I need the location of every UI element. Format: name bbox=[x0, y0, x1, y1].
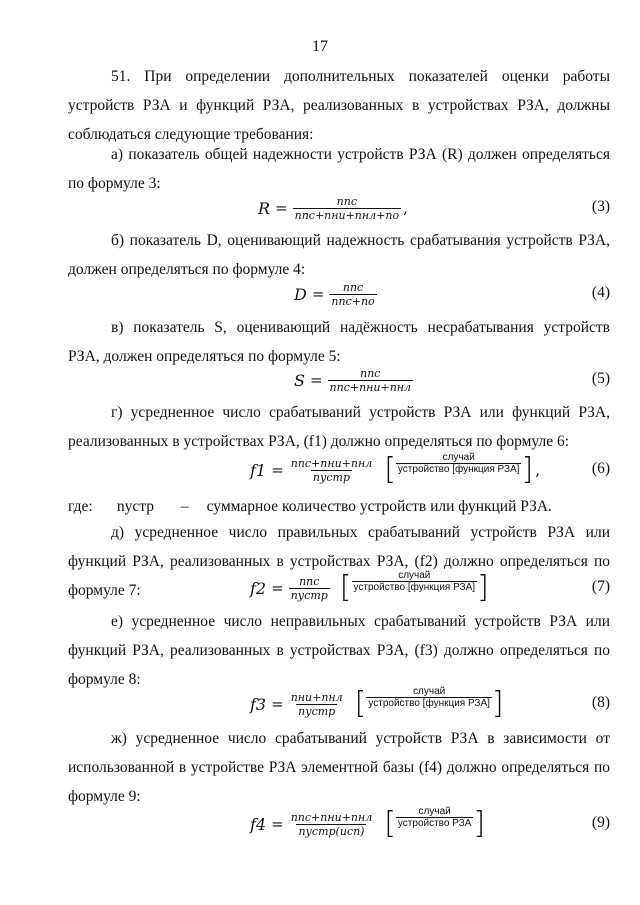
formula-5-number: (5) bbox=[591, 370, 610, 387]
right-bracket: ] bbox=[473, 806, 486, 841]
where-symbol: nустр bbox=[116, 498, 154, 515]
paragraph-51: 51. При определении дополнительных показателей оценки работы устройств РЗА и функций РЗА, реализованных в устройствах РЗА, должны соблюдаться следующие требования: bbox=[68, 68, 610, 143]
formula-6-denominator: nустр bbox=[312, 470, 350, 484]
formula-3-fraction bbox=[293, 195, 401, 222]
formula-6-unit-fraction bbox=[396, 452, 522, 488]
formula-4-name: D bbox=[294, 284, 307, 304]
formula-7-unit bbox=[340, 570, 489, 606]
formula-6-name: f1 bbox=[250, 460, 267, 480]
formula-5-name: S bbox=[294, 370, 305, 390]
formula-8-unit-fraction bbox=[366, 686, 492, 722]
formula-9-denominator: nустр(исп) bbox=[298, 824, 365, 838]
formula-6-unit-numerator: случай bbox=[442, 452, 475, 463]
paragraph-b: б) показатель D, оценивающий надежность срабатывания устройств РЗА, должен определяться по формуле 4: bbox=[68, 232, 610, 278]
formula-6 bbox=[68, 450, 610, 490]
formula-4-denominator: nпс+nо bbox=[331, 294, 375, 308]
formula-9-unit bbox=[384, 806, 485, 842]
formula-7-number: (7) bbox=[591, 578, 610, 595]
formula-6-eq: = bbox=[271, 461, 284, 479]
paragraph-zh: ж) усредненное число срабатываний устройств РЗА в зависимости от использованной в устройстве РЗА элементной базы (f4) должно определяться по формуле 9: bbox=[68, 730, 610, 805]
formula-3-eq: = bbox=[275, 199, 288, 217]
formula-9-name: f4 bbox=[250, 814, 267, 834]
formula-8-unit-denominator: устройство [функция РЗА] bbox=[368, 698, 490, 709]
formula-8-fraction bbox=[289, 691, 345, 718]
formula-3-number: (3) bbox=[591, 198, 610, 215]
formula-6-numerator: nпс+nни+nнл bbox=[290, 456, 373, 470]
formula-9-eq: = bbox=[271, 815, 284, 833]
formula-8-denominator: nустр bbox=[298, 704, 336, 718]
formula-9 bbox=[68, 804, 610, 844]
left-bracket: [ bbox=[354, 686, 367, 721]
right-bracket: ] bbox=[477, 570, 489, 605]
where-dash: – bbox=[180, 498, 189, 515]
formula-9-unit-numerator: случай bbox=[418, 806, 451, 817]
formula-7 bbox=[68, 568, 610, 608]
paragraph-d: д) усредненное число правильных срабатываний устройств РЗА или функций РЗА, реализованных в устройствах РЗА, (f2) должно определяться по формуле 7: bbox=[68, 524, 610, 599]
paragraph-g: г) усредненное число срабатываний устройств РЗА или функций РЗА, реализованных в устройствах РЗА, (f1) должно определяться по формуле 6: bbox=[68, 404, 610, 450]
formula-6-number: (6) bbox=[591, 460, 610, 477]
formula-7-unit-numerator: случай bbox=[398, 570, 431, 581]
formula-5 bbox=[68, 360, 610, 400]
formula-7-denominator: nустр bbox=[290, 588, 328, 602]
formula-7-unit-denominator: устройство [функция РЗА] bbox=[353, 582, 476, 593]
formula-8-unit-numerator: случай bbox=[413, 686, 446, 697]
formula-5-denominator: nпс+nни+nнл bbox=[329, 380, 412, 394]
where-clause bbox=[68, 492, 552, 521]
formula-4 bbox=[68, 274, 610, 314]
left-bracket: [ bbox=[339, 570, 352, 605]
formula-9-unit-fraction bbox=[396, 806, 473, 842]
formula-8-number: (8) bbox=[591, 694, 610, 711]
paragraph-a: а) показатель общей надежности устройств РЗА (R) должен определяться по формуле 3: bbox=[68, 146, 610, 192]
formula-6-comma: , bbox=[535, 461, 540, 479]
formula-4-numerator: nпс bbox=[342, 280, 364, 294]
page-number: 17 bbox=[312, 38, 328, 55]
right-bracket: ] bbox=[521, 452, 534, 487]
formula-9-fraction bbox=[289, 811, 375, 838]
formula-3-name: R bbox=[258, 198, 271, 218]
formula-4-fraction bbox=[329, 281, 376, 308]
formula-7-unit-fraction bbox=[352, 570, 478, 606]
formula-5-numerator: nпс bbox=[360, 366, 381, 380]
where-text: суммарное количество устройств или функций РЗА. bbox=[206, 498, 552, 515]
formula-9-unit-denominator: устройство РЗА bbox=[397, 818, 472, 829]
where-label: где: bbox=[68, 498, 93, 515]
formula-4-number: (4) bbox=[591, 284, 610, 301]
left-bracket: [ bbox=[384, 452, 396, 487]
formula-8-eq: = bbox=[271, 695, 284, 713]
formula-3-numerator: nпс bbox=[336, 194, 358, 208]
formula-3-comma: , bbox=[403, 199, 408, 217]
formula-9-numerator: nпс+nни+nнл bbox=[290, 810, 373, 824]
formula-7-numerator: nпс bbox=[299, 574, 320, 588]
formula-5-fraction bbox=[328, 367, 414, 394]
formula-3 bbox=[68, 188, 610, 228]
formula-6-unit-denominator: устройство [функция РЗА] bbox=[397, 464, 520, 475]
formula-7-name: f2 bbox=[250, 578, 267, 598]
formula-6-fraction bbox=[289, 457, 375, 484]
formula-4-eq: = bbox=[311, 285, 325, 303]
paragraph-v: в) показатель S, оценивающий надёжность несрабатывания устройств РЗА, должен определяться по формуле 5: bbox=[68, 319, 610, 365]
formula-7-eq: = bbox=[271, 579, 284, 597]
right-bracket: ] bbox=[491, 686, 504, 721]
formula-8-name: f3 bbox=[250, 694, 267, 714]
paragraph-e: е) усредненное число неправильных срабатываний устройств РЗА или функций РЗА, реализованных в устройствах РЗА, (f3) должно определяться по формуле 8: bbox=[68, 613, 610, 688]
formula-8 bbox=[68, 684, 610, 724]
formula-5-eq: = bbox=[309, 371, 323, 389]
formula-8-numerator: nни+nнл bbox=[290, 690, 343, 704]
formula-6-unit bbox=[384, 452, 533, 488]
formula-3-denominator: nпс+nни+nнл+nо bbox=[294, 208, 400, 222]
left-bracket: [ bbox=[384, 806, 396, 841]
formula-9-number: (9) bbox=[591, 814, 610, 831]
formula-8-unit bbox=[355, 686, 504, 722]
formula-7-fraction bbox=[289, 575, 330, 602]
